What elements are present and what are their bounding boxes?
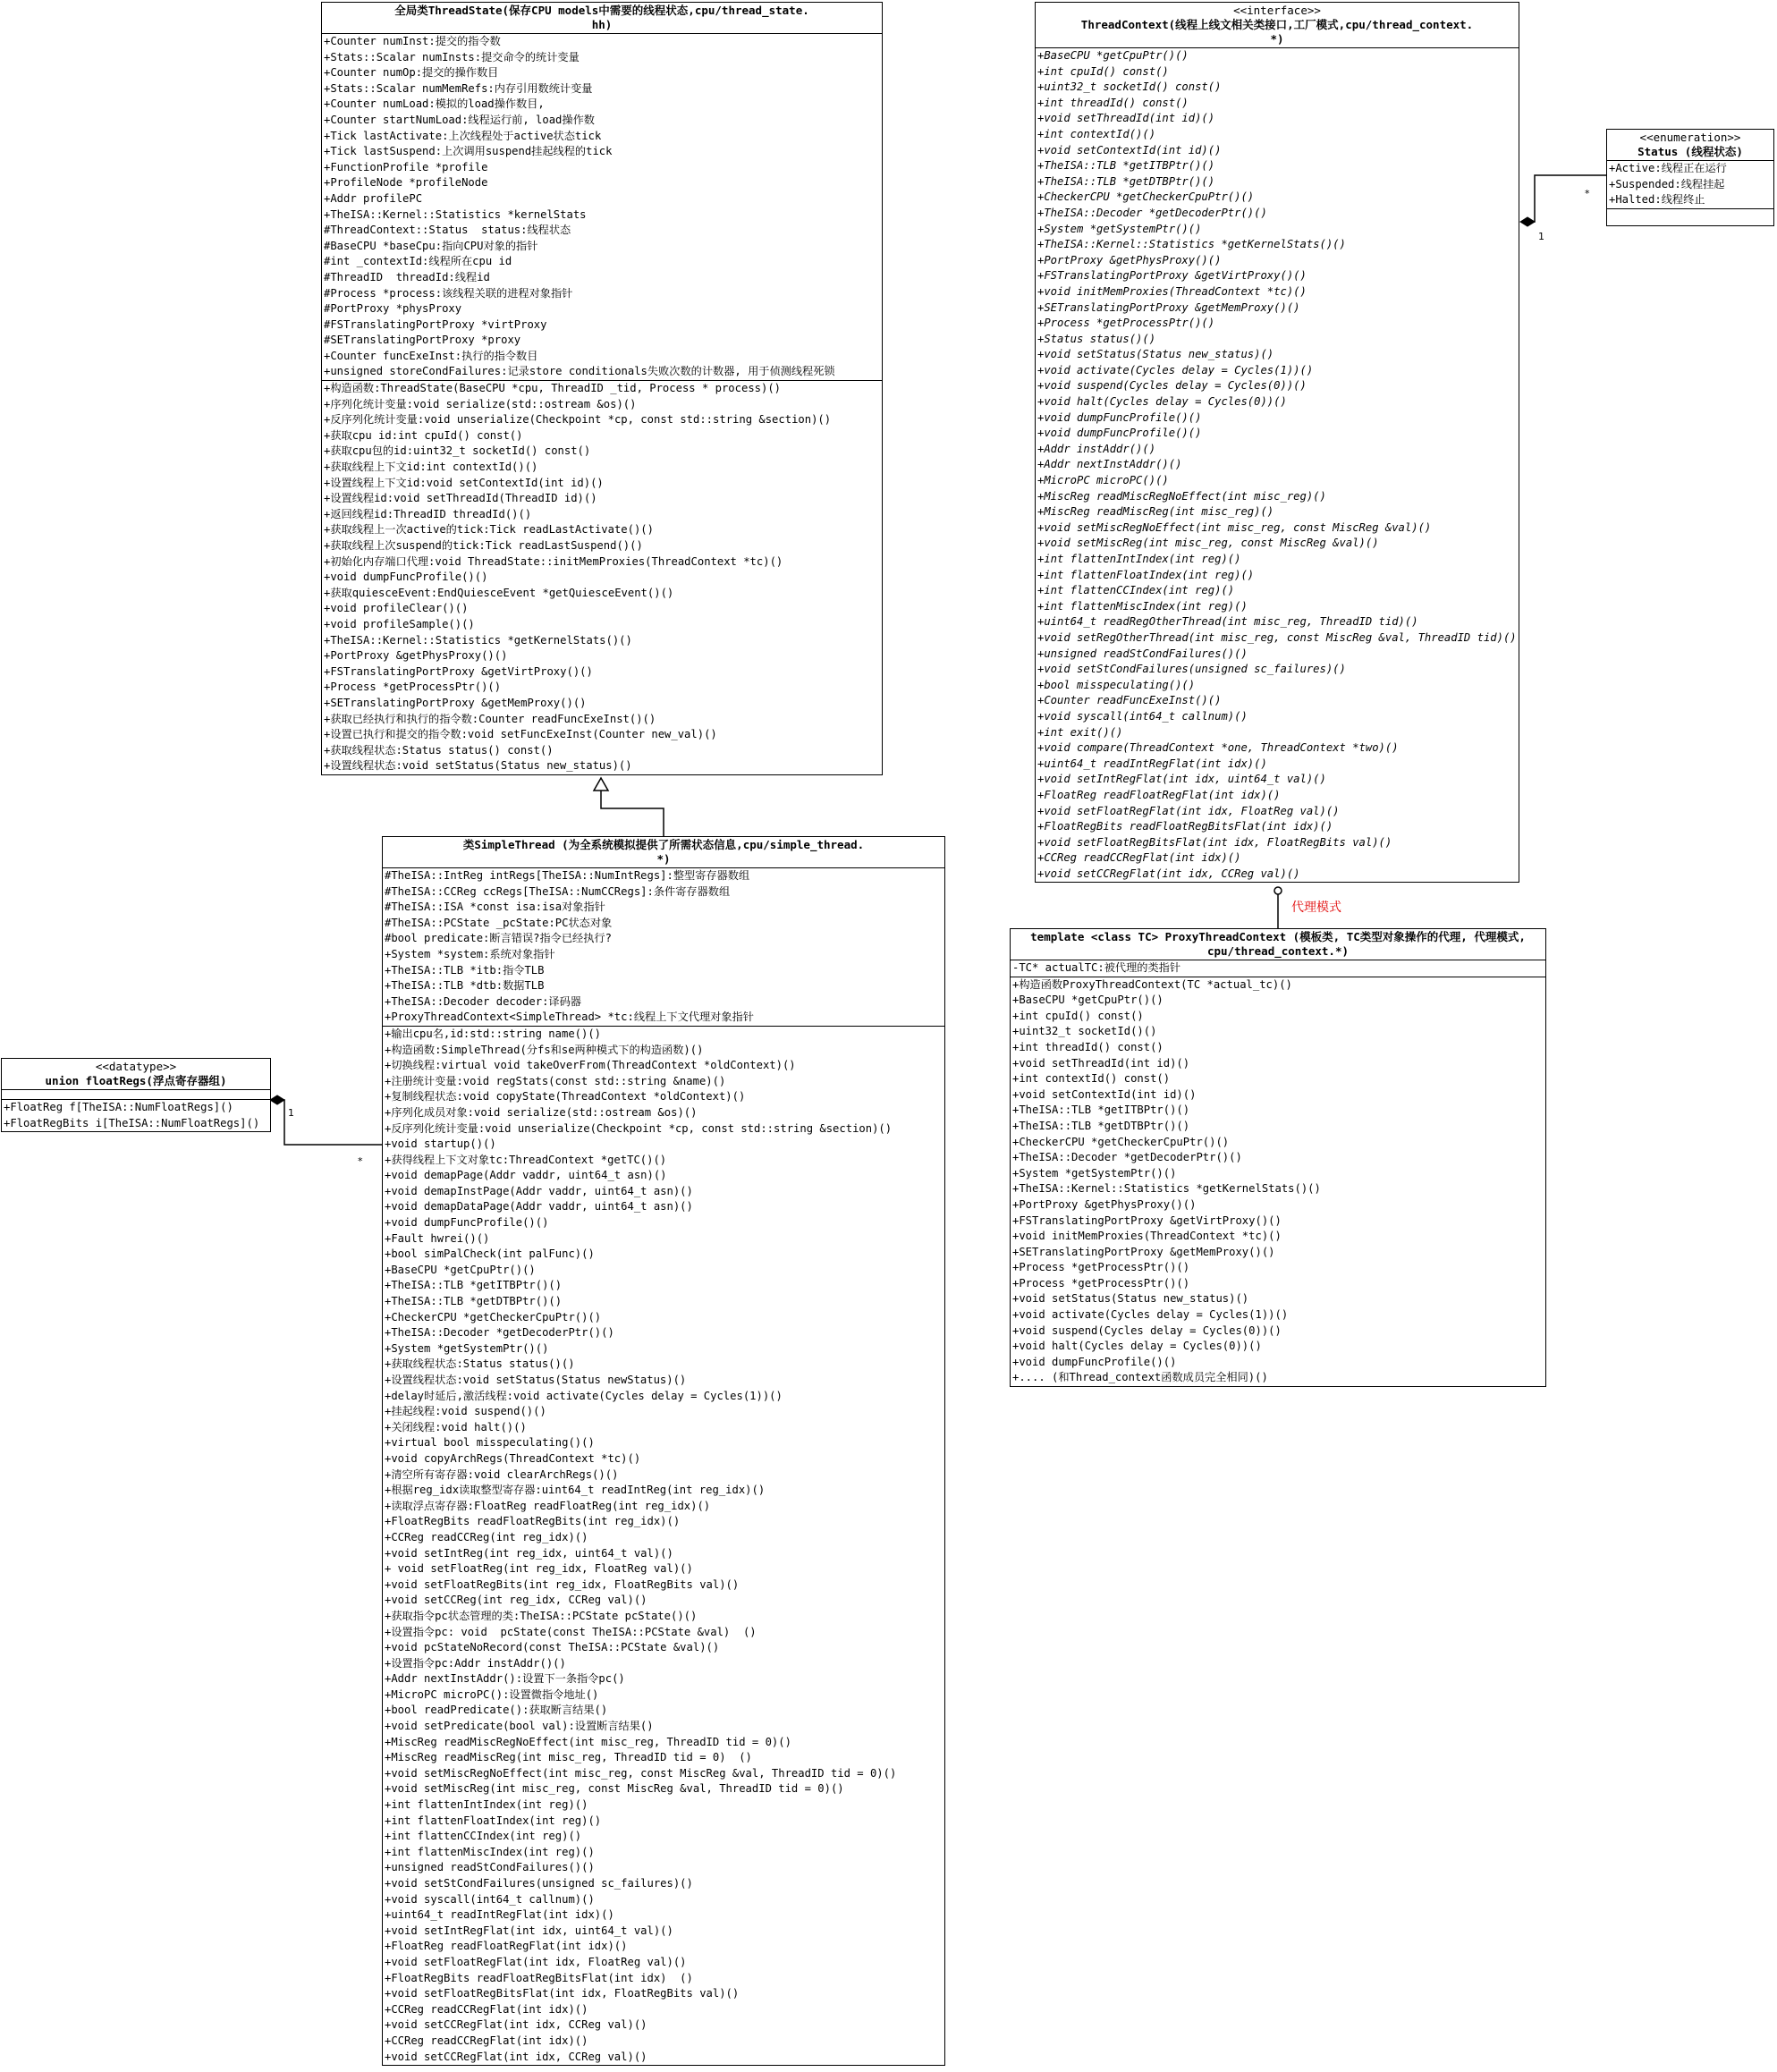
method-row: +获取线程状态:Status status() const() [324,743,554,757]
method-row: +System *getSystemPtr()() [1012,1166,1177,1180]
attribute-section [383,868,944,1027]
method-row: +设置线程状态:void setStatus(Status new_status)() [324,759,632,773]
method-row: +void setFloatRegBitsFlat(int idx, FloatRegBits val)() [385,1987,740,2000]
method-row: +void dumpFuncProfile()() [385,1216,549,1230]
method-row: +CheckerCPU *getCheckerCpuPtr()() [1037,190,1255,204]
method-row: +void setIntRegFlat(int idx, uint64_t val)() [1037,773,1326,786]
method-row: +TheISA::Kernel::Statistics *getKernelStats()() [1012,1182,1321,1196]
method-row: +注册统计变量:void regStats(const std::string &name)() [385,1074,726,1087]
method-row: +void setFloatRegFlat(int idx, FloatReg val)() [1037,804,1340,817]
attribute-row: +Stats::Scalar numMemRefs:内存引用数统计变量 [324,81,593,95]
method-row: +MicroPC microPC()() [1037,474,1169,487]
method-row: +int cpuId() const() [1037,64,1169,78]
method-row: +SETranslatingPortProxy &getMemProxy()() [324,696,587,709]
method-row: +uint32_t socketId() const() [1037,80,1222,94]
enum-value-row: +Halted:线程终止 [1609,193,1705,207]
method-row: +void setMiscRegNoEffect(int misc_reg, const MiscReg &val)() [1037,520,1432,534]
method-row: +void setContextId(int id)() [1037,143,1222,156]
method-row: +void setIntRegFlat(int idx, uint64_t val)() [385,1924,673,1937]
method-row: +MiscReg readMiscReg(int misc_reg, ThreadID tid = 0) () [385,1751,752,1764]
method-row: +初始化内存端口代理:void ThreadState::initMemProxies(ThreadContext *tc)() [324,554,783,568]
class-proxy-thread-context[interactable] [1010,928,1546,1387]
method-row: +TheISA::TLB *getDTBPtr()() [1037,174,1215,188]
empty-section [1607,209,1773,225]
class-name: Status (线程状态) [1637,145,1743,158]
class-stereotype: <<enumeration>> [1639,131,1741,144]
attribute-row: +FloatReg f[TheISA::NumFloatRegs]() [4,1101,233,1113]
attribute-row: #int _contextId:线程所在cpu id [324,255,512,268]
method-row: +void setStatus(Status new_status)() [1012,1292,1249,1306]
attribute-row: +Tick lastSuspend:上次调用suspend挂起线程的tick [324,145,613,158]
method-row: +FSTranslatingPortProxy &getVirtProxy()() [1037,269,1307,283]
method-row: +virtual bool misspeculating()() [385,1436,595,1450]
method-row: +uint64_t readRegOtherThread(int misc_reg, ThreadID tid)() [1037,615,1418,629]
attribute-row: +unsigned storeCondFailures:记录store conditionals失败次数的计数器, 用于侦测线程死锁 [324,365,835,378]
class-name-cont: cpu/thread_context.*) [1206,944,1350,958]
method-row: +uint64_t readIntRegFlat(int idx)() [1037,757,1267,770]
method-row: +Addr nextInstAddr():设置下一条指令pc() [385,1672,625,1686]
method-row: +void suspend(Cycles delay = Cycles(0))() [1012,1324,1282,1337]
method-row: +设置线程上下文id:void setContextId(int id)() [324,476,604,489]
attribute-row: #TheISA::ISA *const isa:isa对象指针 [385,901,605,914]
method-section [1036,48,1519,882]
attribute-row: +ProfileNode *profileNode [324,176,488,190]
method-row: +Process *getProcessPtr()() [324,681,502,694]
method-row: +PortProxy &getPhysProxy()() [1037,253,1222,266]
attribute-row: #bool predicate:断言错误?指令已经执行? [385,932,612,945]
enum-status[interactable] [1606,129,1774,226]
attribute-row: #SETranslatingPortProxy *proxy [324,334,521,347]
method-row: +CCReg readCCRegFlat(int idx)() [1037,851,1241,865]
attribute-row: #BaseCPU *baseCpu:指向CPU对象的指针 [324,239,538,252]
status-composition-line [1527,175,1606,222]
method-row: +FloatReg readFloatRegFlat(int idx)() [385,1940,628,1953]
method-row: +void dumpFuncProfile()() [324,571,488,584]
method-row: +void setFloatRegFlat(int idx, FloatReg val)() [385,1955,687,1968]
method-row: +构造函数:SimpleThread(分fs和se两种模式下的构造函数)() [385,1043,704,1056]
attribute-row: #FSTranslatingPortProxy *virtProxy [324,317,547,331]
attribute-row: #PortProxy *physProxy [324,302,462,316]
method-row: +CCReg readCCRegFlat(int idx)() [385,2034,588,2047]
method-row: +获取线程上下文id:int contextId()() [324,461,538,474]
method-row: +Process *getProcessPtr()() [1012,1261,1190,1274]
method-row: +int flattenMiscIndex(int reg)() [1037,599,1248,613]
method-row: +void setStCondFailures(unsigned sc_failures)() [385,1877,693,1890]
method-row: +void dumpFuncProfile()() [1037,410,1202,424]
method-row: +void activate(Cycles delay = Cycles(1))() [1012,1308,1289,1322]
attribute-row: +TheISA::TLB *itb:指令TLB [385,963,545,977]
attribute-row: +TheISA::Decoder decoder:译码器 [385,994,581,1008]
attribute-row: +FloatRegBits i[TheISA::NumFloatRegs]() [4,1116,260,1129]
method-row: +void setThreadId(int id)() [1012,1056,1190,1070]
class-name-cont: *) [656,852,671,866]
attribute-row: +Counter startNumLoad:线程运行前, load操作数 [324,113,595,126]
method-row: +BaseCPU *getCpuPtr()() [385,1263,536,1276]
method-row: +挂起线程:void suspend()() [385,1405,546,1418]
method-row: +void setContextId(int id)() [1012,1087,1197,1101]
class-name: union floatRegs(浮点寄存器组) [45,1074,227,1087]
method-row: +int contextId() const() [1012,1072,1171,1086]
method-row: +获取线程上次suspend的tick:Tick readLastSuspend()() [324,539,643,552]
method-row: +TheISA::Decoder *getDecoderPtr()() [1012,1151,1242,1164]
attribute-row: #TheISA::IntReg intRegs[TheISA::NumIntRegs]:整型寄存器数组 [385,869,750,882]
method-row: +构造函数:ThreadState(BaseCPU *cpu, ThreadID _tid, Process * process)() [324,382,782,395]
attribute-row: +System *system:系统对象指针 [385,947,555,960]
method-row: +int cpuId() const() [1012,1009,1144,1022]
floatregs-multiplicity-one: 1 [288,1107,294,1119]
method-row: +bool simPalCheck(int palFunc)() [385,1247,595,1261]
method-row: +void profileSample()() [324,617,475,630]
class-name-cont: hh) [591,18,613,31]
method-row: +void activate(Cycles delay = Cycles(1))() [1037,363,1314,376]
method-row: +设置线程id:void setThreadId(ThreadID id)() [324,492,597,505]
method-row: +void setStCondFailures(unsigned sc_failures)() [1037,663,1346,676]
generalization-arrowhead [594,778,608,791]
method-row: +FloatRegBits readFloatRegBitsFlat(int idx)() [1037,820,1333,833]
method-row: +设置已执行和提交的指令数:void setFuncExeInst(Counter new_val)() [324,728,717,741]
method-row: +设置指令pc:Addr instAddr()() [385,1656,566,1670]
method-row: +根据reg_idx读取整型寄存器:uint64_t readIntReg(int reg_idx)() [385,1484,766,1497]
method-section [383,1027,944,2065]
method-row: +MiscReg readMiscReg(int misc_reg)() [1037,505,1274,519]
class-thread-state[interactable] [321,2,883,775]
attribute-row: +Stats::Scalar numInsts:提交命令的统计变量 [324,50,580,63]
attribute-row: +Counter funcExeInst:执行的指令数目 [324,349,538,362]
method-row: +uint32_t socketId()() [1012,1025,1157,1038]
floatregs-composition-diamond [270,1095,284,1104]
method-row: +int exit()() [1037,725,1123,739]
method-row: +BaseCPU *getCpuPtr()() [1012,994,1164,1007]
method-row: +.... (和Thread_context函数成员完全相同)() [1012,1371,1268,1384]
status-composition-diamond [1520,217,1535,226]
method-row: +delay时延后,激活线程:void activate(Cycles delay = Cycles(1))() [385,1389,783,1402]
method-row: +int flattenIntIndex(int reg)() [1037,553,1241,565]
attribute-row: #ThreadContext::Status status:线程状态 [324,224,571,237]
method-row: +bool readPredicate():获取断言结果() [385,1704,608,1717]
attribute-row: #ThreadID threadId:线程id [324,270,490,283]
method-row: +int flattenFloatIndex(int reg)() [385,1814,602,1827]
method-row: +MiscReg readMiscRegNoEffect(int misc_reg, ThreadID tid = 0)() [385,1735,791,1748]
method-row: +TheISA::Decoder *getDecoderPtr()() [385,1326,614,1340]
method-row: +输出cpu名,id:std::string name()() [385,1027,602,1040]
method-row: +SETranslatingPortProxy &getMemProxy()() [1012,1245,1275,1258]
attribute-row: #TheISA::PCState _pcState:PC状态对象 [385,916,613,929]
method-row: +void dumpFuncProfile()() [1037,427,1202,440]
method-row: +bool misspeculating()() [1037,678,1196,691]
method-row: +复制线程状态:void copyState(ThreadContext *oldContext)() [385,1090,746,1104]
method-row: +int flattenIntIndex(int reg)() [385,1798,588,1812]
method-section [1011,977,1545,1386]
method-row: +Status status()() [1037,332,1156,345]
method-row: +int flattenCCIndex(int reg)() [385,1830,582,1843]
method-row: +void profileClear()() [324,602,469,615]
class-name-cont: *) [1270,32,1284,46]
method-row: +BaseCPU *getCpuPtr()() [1037,49,1189,62]
method-row: +CheckerCPU *getCheckerCpuPtr()() [1012,1135,1230,1148]
method-row: +void copyArchRegs(ThreadContext *tc)() [385,1451,641,1465]
method-row: +获取指令pc状态管理的类:TheISA::PCState pcState()() [385,1609,698,1622]
method-row: +FloatRegBits readFloatRegBitsFlat(int idx) () [385,1971,693,1984]
method-row: +void demapPage(Addr vaddr, uint64_t asn)() [385,1169,667,1182]
attribute-section [1011,960,1545,977]
class-header [1036,3,1519,48]
attribute-row: #TheISA::CCReg ccRegs[TheISA::NumCCRegs]:条件寄存器数组 [385,884,731,898]
method-row: +void startup()() [385,1137,496,1151]
status-multiplicity-one: 1 [1538,231,1544,242]
method-row: +void demapDataPage(Addr vaddr, uint64_t asn)() [385,1200,693,1214]
method-row: +TheISA::TLB *getITBPtr()() [1012,1104,1190,1117]
method-row: +int threadId() const() [1012,1040,1164,1053]
method-row: +unsigned readStCondFailures()() [385,1861,595,1874]
method-row: +反序列化统计变量:void unserialize(Checkpoint *cp, const std::string &section)() [324,413,832,427]
method-row: +关闭线程:void halt()() [385,1420,527,1433]
method-row: +void setMiscReg(int misc_reg, const MiscReg &val)() [1037,537,1379,550]
method-row: +PortProxy &getPhysProxy()() [324,649,508,663]
attribute-row: +TheISA::TLB *dtb:数据TLB [385,979,545,993]
class-name: 全局类ThreadState(保存CPU models中需要的线程状态,cpu/thread_state. [394,4,809,17]
method-row: +void compare(ThreadContext *one, ThreadContext *two)() [1037,741,1399,755]
method-row: +void setIntReg(int reg_idx, uint64_t val)() [385,1546,673,1560]
method-row: +FloatRegBits readFloatRegBits(int reg_idx)() [385,1515,681,1528]
method-row: +TheISA::TLB *getDTBPtr()() [1012,1119,1190,1132]
method-row: +Counter readFuncExeInst()() [1037,694,1222,707]
class-simple-thread[interactable] [382,836,945,2066]
method-row: +TheISA::Kernel::Statistics *getKernelStats()() [1037,238,1346,251]
method-row: +获取cpu id:int cpuId() const() [324,428,523,442]
attribute-row: -TC* actualTC:被代理的类指针 [1012,961,1181,974]
method-row: +unsigned readStCondFailures()() [1037,647,1248,660]
method-row: +void halt(Cycles delay = Cycles(0))() [1012,1340,1262,1353]
enum-value-row: +Suspended:线程挂起 [1609,177,1725,190]
method-row: +void setFloatRegBits(int reg_idx, FloatRegBits val)() [385,1577,740,1591]
class-header [322,3,882,34]
method-row: +TheISA::TLB *getITBPtr()() [385,1279,563,1292]
class-header [383,837,944,868]
floatregs-multiplicity-many: * [358,1155,363,1167]
method-row: +void syscall(int64_t callnum)() [1037,709,1248,723]
method-row: +void setMiscRegNoEffect(int misc_reg, const MiscReg &val, ThreadID tid = 0)() [385,1766,897,1780]
method-row: +Addr instAddr()() [1037,442,1156,455]
enum-values-section [1607,161,1773,209]
method-row: +void setCCRegFlat(int idx, CCReg val)() [385,2018,647,2032]
method-row: +返回线程id:ThreadID threadId()() [324,507,532,520]
empty-section [2,1090,270,1100]
method-row: +void setFloatRegBitsFlat(int idx, FloatRegBits val)() [1037,835,1392,849]
method-row: +Process *getProcessPtr()() [1012,1276,1190,1290]
method-row: +SETranslatingPortProxy &getMemProxy()() [1037,300,1300,314]
method-row: +void setCCReg(int reg_idx, CCReg val)() [385,1594,647,1607]
class-name: template <class TC> ProxyThreadContext (模板类, TC类型对象操作的代理, 代理模式, [1030,930,1526,943]
method-row: +FSTranslatingPortProxy &getVirtProxy()() [324,664,593,678]
attribute-section [322,34,882,381]
method-row: +void halt(Cycles delay = Cycles(0))() [1037,395,1287,409]
attribute-row: +TheISA::Kernel::Statistics *kernelStats [324,207,587,221]
proxy-pattern-label: 代理模式 [1291,901,1341,915]
datatype-float-regs[interactable] [1,1058,271,1132]
method-row: +序列化统计变量:void serialize(std::ostream &os)() [324,397,637,410]
method-row: +void setCCRegFlat(int idx, CCReg val)() [1037,867,1300,880]
method-row: +int threadId() const() [1037,96,1189,109]
method-row: +void demapInstPage(Addr vaddr, uint64_t asn)() [385,1184,693,1197]
method-section [322,381,882,774]
method-row: +获取cpu包的id:uint32_t socketId() const() [324,444,591,458]
attribute-row: +Addr profilePC [324,191,423,205]
method-row: +TheISA::TLB *getITBPtr()() [1037,159,1215,173]
method-row: +反序列化统计变量:void unserialize(Checkpoint *cp, const std::string &section)() [385,1121,893,1135]
method-row: +切换线程:virtual void takeOverFrom(ThreadContext *oldContext)() [385,1059,796,1072]
method-row: +Process *getProcessPtr()() [1037,317,1215,330]
method-row: +void setPredicate(bool val):设置断言结果() [385,1720,654,1733]
method-row: +FloatReg readFloatRegFlat(int idx)() [1037,788,1281,801]
method-row: +TheISA::TLB *getDTBPtr()() [385,1295,563,1308]
attribute-row: #Process *process:该线程关联的进程对象指针 [324,286,573,300]
method-row: +void suspend(Cycles delay = Cycles(0))() [1037,379,1307,393]
method-row: +获取线程上一次active的tick:Tick readLastActivate()() [324,523,654,537]
method-row: +void setStatus(Status new_status)() [1037,348,1274,361]
attribute-section [2,1100,270,1131]
method-row: +CheckerCPU *getCheckerCpuPtr()() [385,1310,602,1324]
method-row: +void setMiscReg(int misc_reg, const MiscReg &val, ThreadID tid = 0)() [385,1782,844,1796]
method-row: +int flattenFloatIndex(int reg)() [1037,568,1255,581]
method-row: +TheISA::Kernel::Statistics *getKernelStats()() [324,633,632,647]
method-row: +void initMemProxies(ThreadContext *tc)() [1012,1230,1282,1243]
attribute-row: +ProxyThreadContext<SimpleThread> *tc:线程上下文代理对象指针 [385,1011,754,1024]
method-row: +Addr nextInstAddr()() [1037,458,1182,471]
method-row: +MiscReg readMiscRegNoEffect(int misc_reg)() [1037,489,1326,503]
method-row: +int flattenCCIndex(int reg)() [1037,584,1235,597]
method-row: +CCReg readCCReg(int reg_idx)() [385,1530,588,1543]
class-stereotype: <<datatype>> [95,1060,177,1073]
method-row: +void initMemProxies(ThreadContext *tc)() [1037,284,1307,298]
method-row: +void dumpFuncProfile()() [1012,1355,1177,1368]
class-header [1011,929,1545,960]
enum-value-row: +Active:线程正在运行 [1609,162,1727,174]
method-row: +序列化成员对象:void serialize(std::ostream &os)() [385,1105,698,1119]
method-row: +uint64_t readIntRegFlat(int idx)() [385,1908,614,1922]
method-row: +void pcStateNoRecord(const TheISA::PCState &val)() [385,1641,720,1654]
method-row: +读取浮点寄存器:FloatReg readFloatReg(int reg_idx)() [385,1499,711,1512]
class-name: 类SimpleThread (为全系统模拟提供了所需状态信息,cpu/simple_thread. [462,838,865,851]
method-row: +设置指令pc: void pcState(const TheISA::PCState &val) () [385,1625,757,1638]
method-row: +TheISA::Decoder *getDecoderPtr()() [1037,206,1267,219]
method-row: +void syscall(int64_t callnum)() [385,1892,595,1906]
method-row: +void setThreadId(int id)() [1037,112,1215,125]
method-row: +void setRegOtherThread(int misc_reg, const MiscReg &val, ThreadID tid)() [1037,630,1517,644]
method-row: + void setFloatReg(int reg_idx, FloatReg val)() [385,1562,693,1576]
class-name: ThreadContext(线程上线文相关类接口,工厂模式,cpu/thread_context. [1080,18,1474,31]
generalization-line [601,791,664,836]
method-row: +设置线程状态:void setStatus(Status newStatus)() [385,1374,687,1386]
method-row: +获得线程上下文对象tc:ThreadContext *getTC()() [385,1153,667,1166]
method-row: +获取线程状态:Status status()() [385,1357,575,1371]
attribute-row: +Counter numInst:提交的指令数 [324,35,501,47]
method-row: +System *getSystemPtr()() [385,1341,549,1355]
attribute-row: +Tick lastActivate:上次线程处于active状态tick [324,129,602,142]
attribute-row: +FunctionProfile *profile [324,160,488,173]
method-row: +清空所有寄存器:void clearArchRegs()() [385,1467,619,1481]
method-row: +int contextId()() [1037,127,1156,140]
class-header [2,1059,270,1090]
status-multiplicity-many: * [1585,188,1590,199]
method-row: +Fault hwrei()() [385,1231,490,1245]
attribute-row: +Counter numOp:提交的操作数目 [324,66,499,80]
method-row: +PortProxy &getPhysProxy()() [1012,1197,1197,1211]
method-row: +System *getSystemPtr()() [1037,222,1202,235]
proxy-link-circle [1274,887,1282,894]
method-row: +FSTranslatingPortProxy &getVirtProxy()() [1012,1214,1282,1227]
method-row: +int flattenMiscIndex(int reg)() [385,1845,595,1858]
method-row: +构造函数ProxyThreadContext(TC *actual_tc)() [1012,977,1292,991]
method-row: +获取已经执行和执行的指令数:Counter readFuncExeInst()() [324,712,656,725]
attribute-row: +Counter numLoad:模拟的load操作数目, [324,97,545,111]
class-header [1607,130,1773,161]
class-thread-context[interactable] [1035,2,1519,883]
method-row: +MicroPC microPC():设置微指令地址() [385,1687,599,1701]
class-stereotype: <<interface>> [1233,4,1321,17]
method-row: +CCReg readCCRegFlat(int idx)() [385,2002,588,2016]
method-row: +void setCCRegFlat(int idx, CCReg val)() [385,2050,647,2063]
method-row: +获取quiesceEvent:EndQuiesceEvent *getQuiesceEvent()() [324,586,674,599]
